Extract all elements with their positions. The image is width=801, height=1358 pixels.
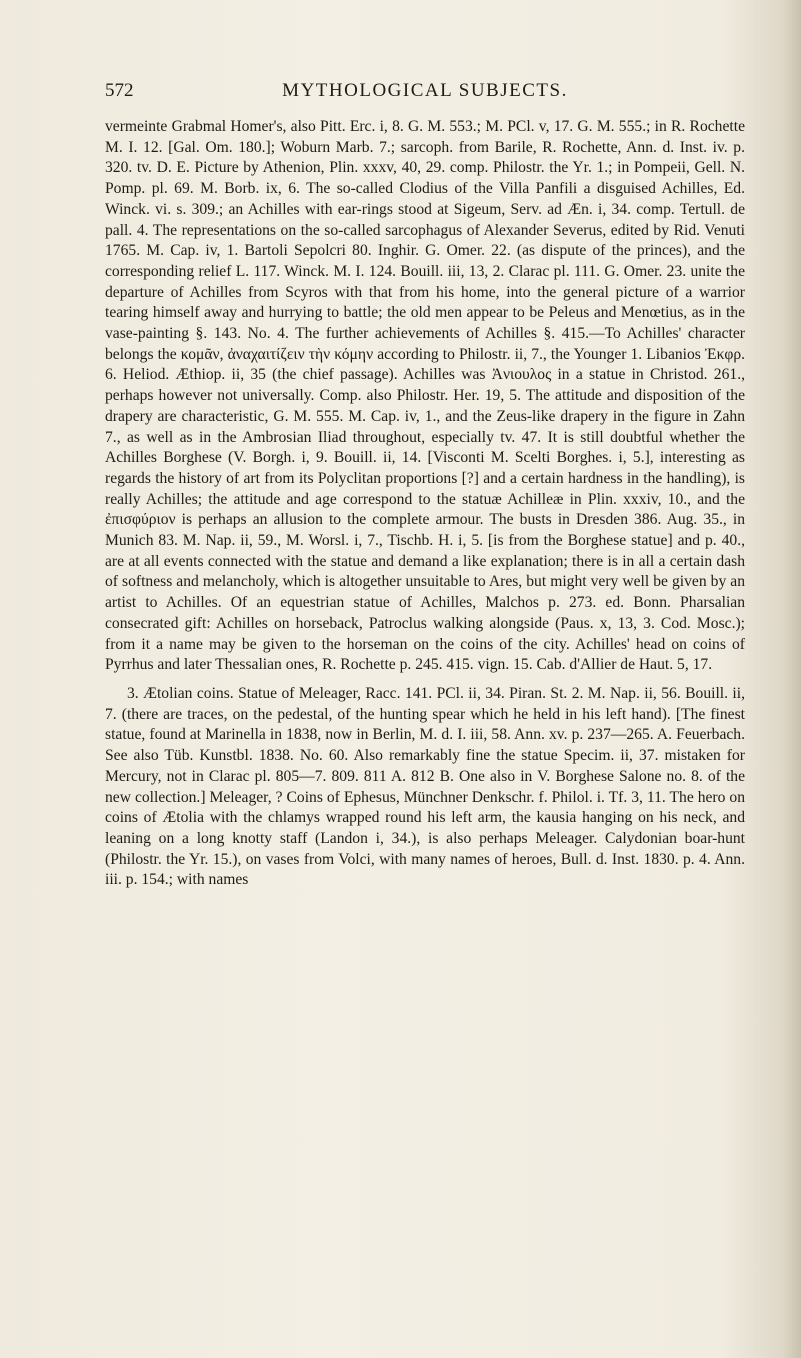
page-body	[105, 117, 745, 891]
paragraph-1: vermeinte Grabmal Homer's, also Pitt. Erc. i, 8. G. M. 553.; M. PCl. v, 17. G. M. 555.; in R. Rochette M. I. 12. [Gal. Om. 180.]; Woburn Marb. 7.; sarcoph. from Barile, R. Rochette, Ann. d. Inst. iv. p. 320. tv. D. E. Picture by Athenion, Plin. xxxv, 40, 29. comp. Philostr. the Yr. 1.; in Pompeii, Gell. N. Pomp. pl. 69. M. Borb. ix, 6. The so-called Clodius of the Villa Panfili a disguised Achilles, Ed. Winck. vi. s. 309.; an Achilles with ear-rings stood at Sigeum, Serv. ad Æn. i, 34. comp. Tertull. de pall. 4. The representations on the so-called sarcophagus of Alexander Severus, edited by Rid. Venuti 1765. M. Cap. iv, 1. Bartoli Sepolcri 80. Inghir. G. Omer. 22. (as dispute of the princes), and the corresponding relief L. 117. Winck. M. I. 124. Bouill. iii, 13, 2. Clarac pl. 111. G. Omer. 23. unite the departure of Achilles from Scyros with that from his home, into the general picture of a warrior tearing himself away and hurrying to battle; the old men appear to be Peleus and Menœtius, as in the vase-painting §. 143. No. 4. The further achievements of Achilles §. 415.—To Achilles' character belongs the κομᾶν, ἀναχαιτίζειν τὴν κόμην according to Philostr. ii, 7., the Younger 1. Libanios Ἐκφρ. 6. Heliod. Æthiop. ii, 35 (the chief passage). Achilles was Ἀνιουλος in a statue in Christod. 261., perhaps however not universally. Comp. also Philostr. Her. 19, 5. The attitude and disposition of the drapery are characteristic, G. M. 555. M. Cap. iv, 1., and the Zeus-like drapery in the figure in Zahn 7., as well as in the Ambrosian Iliad throughout, especially tv. 47. It is still doubtful whether the Achilles Borghese (V. Borgh. i, 9. Bouill. ii, 14. [Visconti M. Scelti Borghes. i, 5.], interesting as regards the history of art from its Polyclitan proportions [?] and a certain hardness in the handling), is really Achilles; the attitude and age correspond to the statuæ Achilleæ in Plin. xxxiv, 10., and the ἐπισφύριον is perhaps an allusion to the complete armour. The busts in Dresden 386. Aug. 35., in Munich 83. M. Nap. ii, 59., M. Worsl. i, 7., Tischb. H. i, 5. [is from the Borghese statue] and p. 40., are at all events connected with the statue and demand a like explanation; there is in all a certain dash of softness and melancholy, which is altogether unsuitable to Ares, but might very well be given by an artist to Achilles. Of an equestrian statue of Achilles, Malchos p. 273. ed. Bonn. Pharsalian consecrated gift: Achilles on horseback, Patroclus walking alongside (Paus. x, 13, 3. Cod. Mosc.); from it a name may be given to the horseman on the coins of the city. Achilles' head on coins of Pyrrhus and later Thessalian ones, R. Rochette p. 245. 415. vign. 15. Cab. d'Allier de Haut. 5, 17.	[105, 118, 745, 674]
page-edge	[783, 0, 801, 1358]
paragraph-2: 3. Ætolian coins. Statue of Meleager, Racc. 141. PCl. ii, 34. Piran. St. 2. M. Nap. ii, 56. Bouill. ii, 7. (there are traces, on the pedestal, of the hunting spear which he held in his left hand). [The finest statue, found at Marinella in 1838, now in Berlin, M. d. I. iii, 58. Ann. xv. p. 237—265. A. Feuerbach. See also Tüb. Kunstbl. 1838. No. 60. Also remarkably fine the statue Specim. ii, 37. mistaken for Mercury, not in Clarac pl. 805—7. 809. 811 A. 812 B. One also in V. Borghese Salone no. 8. of the new collection.] Meleager, ? Coins of Ephesus, Münchner Denkschr. f. Philol. i. Tf. 3, 11. The hero on coins of Ætolia with the chlamys wrapped round his left arm, the kausia hanging on his neck, and leaning on a long knotty staff (Landon i, 34.), is also perhaps Meleager. Calydonian boar-hunt (Philostr. the Yr. 15.), on vases from Volci, with many names of heroes, Bull. d. Inst. 1830. p. 4. Ann. iii. p. 154.; with names	[105, 684, 745, 889]
running-head: MYTHOLOGICAL SUBJECTS.	[282, 80, 568, 101]
page-number: 572	[105, 80, 134, 101]
page-header	[105, 80, 745, 110]
